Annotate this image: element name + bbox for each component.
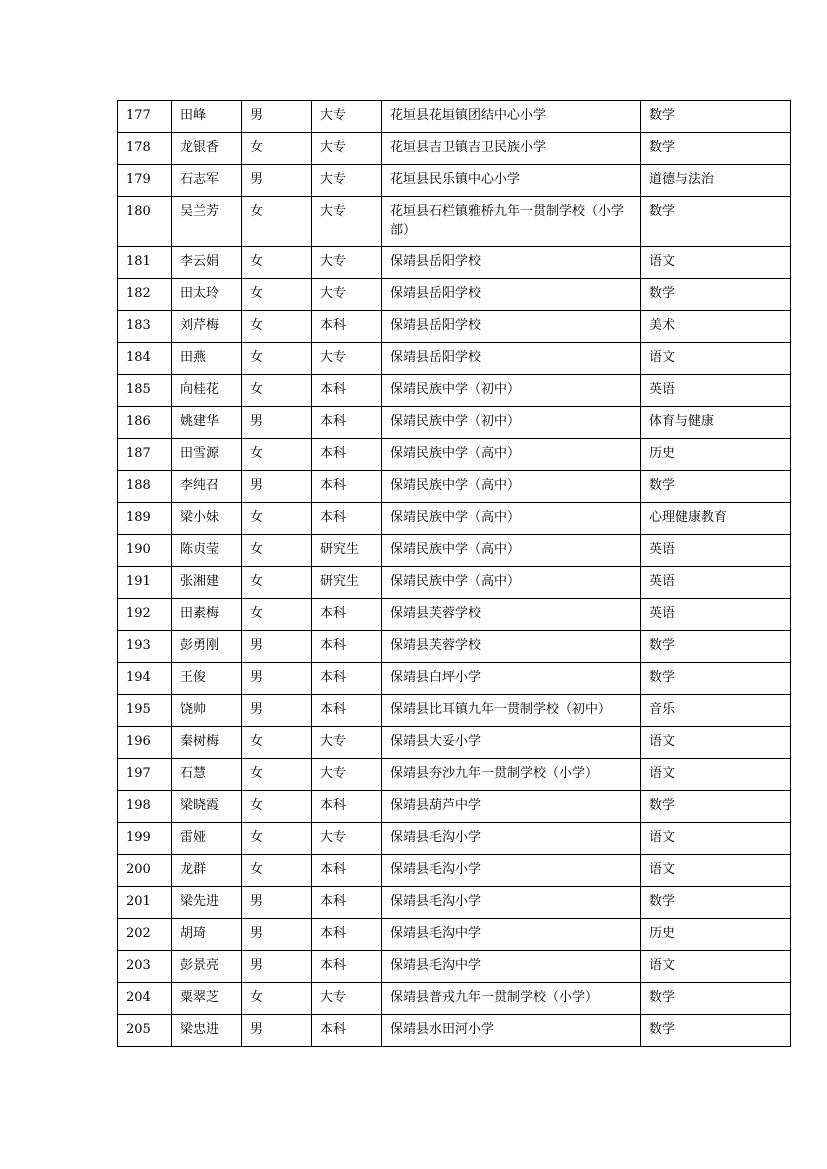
school-cell: 保靖民族中学（高中） [382, 535, 641, 567]
table-row [118, 311, 791, 343]
row-number-cell: 179 [118, 165, 172, 197]
subject-cell: 语文 [641, 823, 791, 855]
subject-cell: 英语 [641, 567, 791, 599]
education-cell: 本科 [312, 599, 382, 631]
sex-cell: 男 [242, 407, 312, 439]
table-row [118, 727, 791, 759]
education-cell: 本科 [312, 951, 382, 983]
table-row [118, 887, 791, 919]
table-row [118, 197, 791, 247]
sex-cell: 女 [242, 823, 312, 855]
education-cell: 本科 [312, 887, 382, 919]
education-cell: 本科 [312, 375, 382, 407]
table-row [118, 695, 791, 727]
table-row [118, 1015, 791, 1047]
roster-body [118, 101, 791, 1047]
sex-cell: 女 [242, 791, 312, 823]
name-cell: 陈贞莹 [172, 535, 242, 567]
name-cell: 彭勇刚 [172, 631, 242, 663]
subject-cell: 数学 [641, 887, 791, 919]
subject-cell: 历史 [641, 919, 791, 951]
sex-cell: 男 [242, 663, 312, 695]
table-row [118, 375, 791, 407]
school-cell: 保靖县毛沟中学 [382, 951, 641, 983]
sex-cell: 女 [242, 375, 312, 407]
name-cell: 石慧 [172, 759, 242, 791]
sex-cell: 女 [242, 279, 312, 311]
table-row [118, 247, 791, 279]
table-row [118, 471, 791, 503]
name-cell: 姚建华 [172, 407, 242, 439]
school-cell: 花垣县民乐镇中心小学 [382, 165, 641, 197]
school-cell: 保靖民族中学（初中） [382, 407, 641, 439]
subject-cell: 英语 [641, 599, 791, 631]
name-cell: 雷娅 [172, 823, 242, 855]
row-number-cell: 189 [118, 503, 172, 535]
school-cell: 保靖县毛沟中学 [382, 919, 641, 951]
sex-cell: 男 [242, 1015, 312, 1047]
sex-cell: 男 [242, 165, 312, 197]
sex-cell: 男 [242, 919, 312, 951]
name-cell: 李云娟 [172, 247, 242, 279]
education-cell: 大专 [312, 343, 382, 375]
school-cell: 保靖县白坪小学 [382, 663, 641, 695]
table-row [118, 343, 791, 375]
education-cell: 大专 [312, 279, 382, 311]
school-cell: 保靖县比耳镇九年一贯制学校（初中） [382, 695, 641, 727]
education-cell: 本科 [312, 311, 382, 343]
row-number-cell: 181 [118, 247, 172, 279]
education-cell: 本科 [312, 663, 382, 695]
sex-cell: 女 [242, 567, 312, 599]
row-number-cell: 205 [118, 1015, 172, 1047]
education-cell: 本科 [312, 439, 382, 471]
row-number-cell: 204 [118, 983, 172, 1015]
name-cell: 刘芹梅 [172, 311, 242, 343]
table-row [118, 599, 791, 631]
row-number-cell: 192 [118, 599, 172, 631]
subject-cell: 语文 [641, 759, 791, 791]
education-cell: 大专 [312, 247, 382, 279]
row-number-cell: 196 [118, 727, 172, 759]
row-number-cell: 198 [118, 791, 172, 823]
table-row [118, 503, 791, 535]
table-row [118, 165, 791, 197]
row-number-cell: 182 [118, 279, 172, 311]
school-cell: 花垣县石栏镇雅桥九年一贯制学校（小学部） [382, 197, 641, 247]
name-cell: 梁忠进 [172, 1015, 242, 1047]
sex-cell: 女 [242, 599, 312, 631]
education-cell: 本科 [312, 791, 382, 823]
education-cell: 大专 [312, 759, 382, 791]
row-number-cell: 187 [118, 439, 172, 471]
school-cell: 保靖民族中学（高中） [382, 567, 641, 599]
table-row [118, 279, 791, 311]
name-cell: 彭景亮 [172, 951, 242, 983]
sex-cell: 男 [242, 471, 312, 503]
table-row [118, 951, 791, 983]
name-cell: 田燕 [172, 343, 242, 375]
school-cell: 保靖县岳阳学校 [382, 343, 641, 375]
subject-cell: 语文 [641, 247, 791, 279]
table-row [118, 759, 791, 791]
sex-cell: 女 [242, 439, 312, 471]
subject-cell: 英语 [641, 375, 791, 407]
row-number-cell: 194 [118, 663, 172, 695]
education-cell: 研究生 [312, 535, 382, 567]
row-number-cell: 203 [118, 951, 172, 983]
subject-cell: 语文 [641, 951, 791, 983]
education-cell: 本科 [312, 919, 382, 951]
row-number-cell: 190 [118, 535, 172, 567]
sex-cell: 女 [242, 855, 312, 887]
education-cell: 大专 [312, 983, 382, 1015]
subject-cell: 数学 [641, 197, 791, 247]
school-cell: 保靖县芙蓉学校 [382, 631, 641, 663]
row-number-cell: 191 [118, 567, 172, 599]
row-number-cell: 185 [118, 375, 172, 407]
name-cell: 梁晓霞 [172, 791, 242, 823]
subject-cell: 美术 [641, 311, 791, 343]
subject-cell: 数学 [641, 101, 791, 133]
table-row [118, 919, 791, 951]
subject-cell: 数学 [641, 133, 791, 165]
row-number-cell: 183 [118, 311, 172, 343]
sex-cell: 女 [242, 983, 312, 1015]
school-cell: 保靖县水田河小学 [382, 1015, 641, 1047]
school-cell: 保靖民族中学（高中） [382, 503, 641, 535]
sex-cell: 女 [242, 311, 312, 343]
education-cell: 本科 [312, 695, 382, 727]
name-cell: 石志军 [172, 165, 242, 197]
name-cell: 李纯召 [172, 471, 242, 503]
row-number-cell: 193 [118, 631, 172, 663]
sex-cell: 女 [242, 343, 312, 375]
education-cell: 大专 [312, 101, 382, 133]
row-number-cell: 178 [118, 133, 172, 165]
subject-cell: 历史 [641, 439, 791, 471]
education-cell: 大专 [312, 165, 382, 197]
subject-cell: 数学 [641, 631, 791, 663]
subject-cell: 数学 [641, 279, 791, 311]
table-row [118, 101, 791, 133]
name-cell: 张湘建 [172, 567, 242, 599]
sex-cell: 男 [242, 887, 312, 919]
subject-cell: 数学 [641, 983, 791, 1015]
row-number-cell: 202 [118, 919, 172, 951]
school-cell: 保靖县夯沙九年一贯制学校（小学） [382, 759, 641, 791]
name-cell: 龙银香 [172, 133, 242, 165]
name-cell: 田雪源 [172, 439, 242, 471]
subject-cell: 道德与法治 [641, 165, 791, 197]
name-cell: 秦树梅 [172, 727, 242, 759]
school-cell: 保靖县大妥小学 [382, 727, 641, 759]
table-row [118, 855, 791, 887]
name-cell: 粟翠芝 [172, 983, 242, 1015]
school-cell: 保靖县芙蓉学校 [382, 599, 641, 631]
school-cell: 保靖民族中学（高中） [382, 471, 641, 503]
school-cell: 保靖县岳阳学校 [382, 311, 641, 343]
subject-cell: 心理健康教育 [641, 503, 791, 535]
table-row [118, 823, 791, 855]
table-row [118, 983, 791, 1015]
table-row [118, 133, 791, 165]
school-cell: 保靖县毛沟小学 [382, 823, 641, 855]
name-cell: 田素梅 [172, 599, 242, 631]
education-cell: 大专 [312, 133, 382, 165]
name-cell: 田峰 [172, 101, 242, 133]
education-cell: 本科 [312, 1015, 382, 1047]
education-cell: 研究生 [312, 567, 382, 599]
table-row [118, 407, 791, 439]
sex-cell: 女 [242, 759, 312, 791]
row-number-cell: 199 [118, 823, 172, 855]
school-cell: 保靖县毛沟小学 [382, 887, 641, 919]
education-cell: 大专 [312, 823, 382, 855]
table-row [118, 535, 791, 567]
school-cell: 保靖县普戎九年一贯制学校（小学） [382, 983, 641, 1015]
education-cell: 大专 [312, 197, 382, 247]
name-cell: 向桂花 [172, 375, 242, 407]
sex-cell: 女 [242, 727, 312, 759]
education-cell: 本科 [312, 855, 382, 887]
subject-cell: 语文 [641, 855, 791, 887]
sex-cell: 男 [242, 695, 312, 727]
education-cell: 大专 [312, 727, 382, 759]
education-cell: 本科 [312, 631, 382, 663]
table-row [118, 439, 791, 471]
sex-cell: 女 [242, 133, 312, 165]
name-cell: 梁先进 [172, 887, 242, 919]
row-number-cell: 186 [118, 407, 172, 439]
education-cell: 本科 [312, 503, 382, 535]
row-number-cell: 201 [118, 887, 172, 919]
sex-cell: 男 [242, 631, 312, 663]
table-row [118, 567, 791, 599]
row-number-cell: 195 [118, 695, 172, 727]
subject-cell: 体育与健康 [641, 407, 791, 439]
sex-cell: 女 [242, 503, 312, 535]
school-cell: 保靖县岳阳学校 [382, 279, 641, 311]
subject-cell: 英语 [641, 535, 791, 567]
sex-cell: 女 [242, 247, 312, 279]
education-cell: 本科 [312, 407, 382, 439]
name-cell: 饶帅 [172, 695, 242, 727]
table-row [118, 663, 791, 695]
education-cell: 本科 [312, 471, 382, 503]
name-cell: 梁小妹 [172, 503, 242, 535]
row-number-cell: 177 [118, 101, 172, 133]
row-number-cell: 200 [118, 855, 172, 887]
subject-cell: 数学 [641, 1015, 791, 1047]
subject-cell: 数学 [641, 471, 791, 503]
school-cell: 花垣县吉卫镇吉卫民族小学 [382, 133, 641, 165]
school-cell: 保靖县毛沟小学 [382, 855, 641, 887]
sex-cell: 男 [242, 101, 312, 133]
teacher-roster-table [117, 100, 791, 1047]
row-number-cell: 188 [118, 471, 172, 503]
row-number-cell: 197 [118, 759, 172, 791]
subject-cell: 数学 [641, 791, 791, 823]
subject-cell: 音乐 [641, 695, 791, 727]
school-cell: 保靖县岳阳学校 [382, 247, 641, 279]
table-row [118, 791, 791, 823]
subject-cell: 数学 [641, 663, 791, 695]
school-cell: 保靖民族中学（高中） [382, 439, 641, 471]
row-number-cell: 180 [118, 197, 172, 247]
name-cell: 胡琦 [172, 919, 242, 951]
sex-cell: 女 [242, 197, 312, 247]
table-row [118, 631, 791, 663]
subject-cell: 语文 [641, 343, 791, 375]
subject-cell: 语文 [641, 727, 791, 759]
school-cell: 保靖民族中学（初中） [382, 375, 641, 407]
name-cell: 田太玲 [172, 279, 242, 311]
name-cell: 王俊 [172, 663, 242, 695]
name-cell: 吴兰芳 [172, 197, 242, 247]
sex-cell: 女 [242, 535, 312, 567]
sex-cell: 男 [242, 951, 312, 983]
row-number-cell: 184 [118, 343, 172, 375]
name-cell: 龙群 [172, 855, 242, 887]
school-cell: 花垣县花垣镇团结中心小学 [382, 101, 641, 133]
school-cell: 保靖县葫芦中学 [382, 791, 641, 823]
